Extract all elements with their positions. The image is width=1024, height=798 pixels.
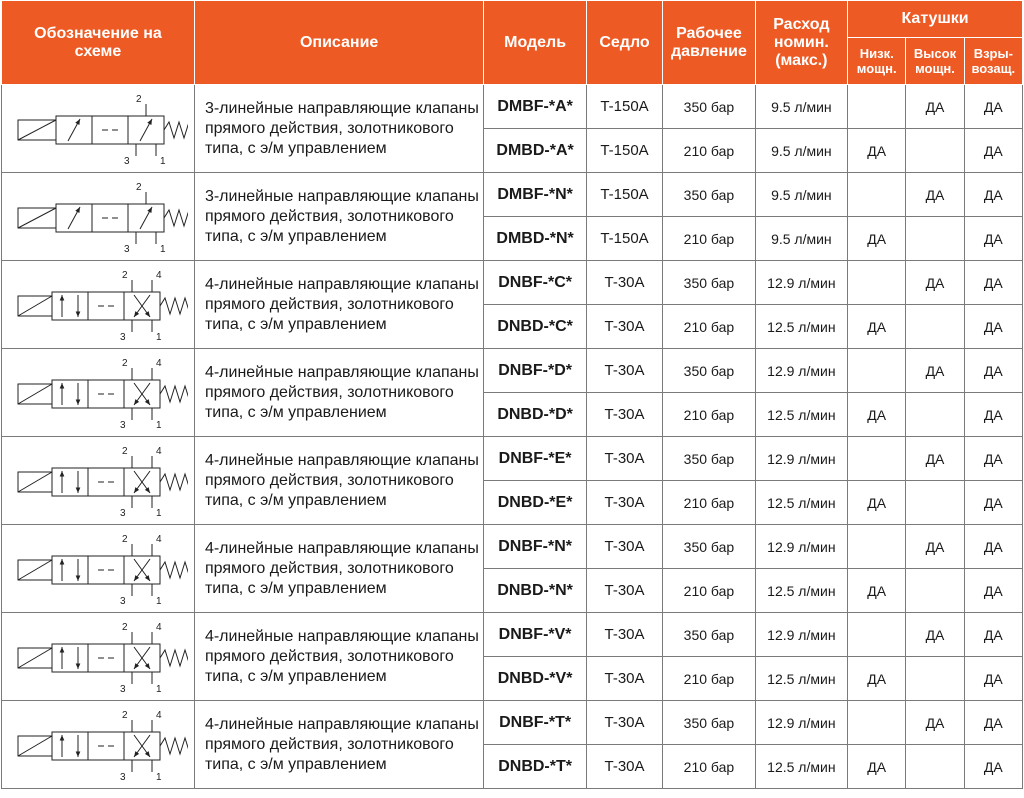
coil-high-value: ДА xyxy=(906,349,964,393)
valve-description: 3-линейные направляющие клапаны прямого действия, золотникового типа, с э/м управлением xyxy=(194,173,483,261)
coil-ex-value: ДА xyxy=(964,173,1022,217)
seat-value: T-30A xyxy=(586,305,662,349)
coil-low-value xyxy=(848,261,906,305)
pressure-value: 350 бар xyxy=(663,261,755,305)
flow-value: 12.5 л/мин xyxy=(755,393,847,437)
svg-text:3: 3 xyxy=(119,771,126,783)
flow-value: 12.9 л/мин xyxy=(755,349,847,393)
pressure-value: 210 бар xyxy=(663,745,755,789)
valve-symbol-icon xyxy=(8,614,188,700)
pressure-value: 350 бар xyxy=(663,85,755,129)
pressure-value: 210 бар xyxy=(663,217,755,261)
coil-high-value xyxy=(906,481,964,525)
svg-text:3: 3 xyxy=(123,243,130,255)
valve-symbol-cell xyxy=(2,701,195,789)
pressure-value: 210 бар xyxy=(663,305,755,349)
header-coils: Катушки xyxy=(848,1,1023,38)
svg-text:1: 1 xyxy=(155,331,162,343)
coil-low-value: ДА xyxy=(848,393,906,437)
seat-value: T-150A xyxy=(586,129,662,173)
pressure-value: 350 бар xyxy=(663,349,755,393)
pressure-value: 350 бар xyxy=(663,437,755,481)
flow-value: 9.5 л/мин xyxy=(755,129,847,173)
coil-low-value: ДА xyxy=(848,745,906,789)
coil-low-value xyxy=(848,85,906,129)
table-row xyxy=(2,437,1023,481)
valve-symbol-icon xyxy=(8,526,188,612)
seat-value: T-30A xyxy=(586,745,662,789)
svg-text:1: 1 xyxy=(159,243,166,255)
seat-value: T-30A xyxy=(586,613,662,657)
svg-text:3: 3 xyxy=(123,155,130,167)
svg-text:1: 1 xyxy=(155,683,162,695)
seat-value: T-150A xyxy=(586,173,662,217)
coil-ex-value: ДА xyxy=(964,349,1022,393)
coil-low-value xyxy=(848,349,906,393)
svg-text:3: 3 xyxy=(119,595,126,607)
flow-value: 12.9 л/мин xyxy=(755,613,847,657)
svg-text:3: 3 xyxy=(119,507,126,519)
valve-symbol-icon xyxy=(8,262,188,348)
table-row xyxy=(2,173,1023,217)
seat-value: T-30A xyxy=(586,569,662,613)
coil-high-value: ДА xyxy=(906,701,964,745)
header-description: Описание xyxy=(194,1,483,85)
model-code: DNBD-*E* xyxy=(484,481,587,525)
coil-ex-value: ДА xyxy=(964,305,1022,349)
table-row xyxy=(2,525,1023,569)
coil-high-value: ДА xyxy=(906,85,964,129)
svg-text:4: 4 xyxy=(155,709,162,721)
seat-value: T-30A xyxy=(586,701,662,745)
coil-high-value xyxy=(906,217,964,261)
seat-value: T-30A xyxy=(586,481,662,525)
seat-value: T-30A xyxy=(586,393,662,437)
valve-symbol-icon xyxy=(8,86,188,172)
svg-text:2: 2 xyxy=(135,93,142,105)
valve-description: 3-линейные направляющие клапаны прямого действия, золотникового типа, с э/м управлением xyxy=(194,85,483,173)
flow-value: 9.5 л/мин xyxy=(755,173,847,217)
svg-text:4: 4 xyxy=(155,269,162,281)
seat-value: T-150A xyxy=(586,217,662,261)
svg-text:1: 1 xyxy=(155,771,162,783)
model-code: DMBF-*N* xyxy=(484,173,587,217)
valve-symbol-cell xyxy=(2,85,195,173)
coil-ex-value: ДА xyxy=(964,129,1022,173)
table-header xyxy=(2,1,1023,85)
svg-text:2: 2 xyxy=(121,269,128,281)
svg-text:1: 1 xyxy=(159,155,166,167)
valve-description: 4-линейные направляющие клапаны прямого действия, золотникового типа, с э/м управлением xyxy=(194,261,483,349)
coil-high-value xyxy=(906,129,964,173)
seat-value: T-150A xyxy=(586,85,662,129)
coil-high-value: ДА xyxy=(906,437,964,481)
seat-value: T-30A xyxy=(586,261,662,305)
seat-value: T-30A xyxy=(586,657,662,701)
pressure-value: 210 бар xyxy=(663,481,755,525)
coil-high-value: ДА xyxy=(906,261,964,305)
coil-low-value: ДА xyxy=(848,569,906,613)
flow-value: 9.5 л/мин xyxy=(755,85,847,129)
pressure-value: 350 бар xyxy=(663,613,755,657)
pressure-value: 350 бар xyxy=(663,173,755,217)
model-code: DNBF-*V* xyxy=(484,613,587,657)
model-code: DMBD-*A* xyxy=(484,129,587,173)
flow-value: 9.5 л/мин xyxy=(755,217,847,261)
coil-ex-value: ДА xyxy=(964,613,1022,657)
pressure-value: 210 бар xyxy=(663,129,755,173)
coil-low-value: ДА xyxy=(848,657,906,701)
coil-high-value xyxy=(906,569,964,613)
svg-text:4: 4 xyxy=(155,621,162,633)
coil-high-value: ДА xyxy=(906,525,964,569)
seat-value: T-30A xyxy=(586,437,662,481)
valve-symbol-icon xyxy=(8,438,188,524)
svg-text:4: 4 xyxy=(155,533,162,545)
valve-description: 4-линейные направляющие клапаны прямого действия, золотникового типа, с э/м управлением xyxy=(194,613,483,701)
header-coil-low: Низк. мощн. xyxy=(848,38,906,85)
pressure-value: 210 бар xyxy=(663,569,755,613)
flow-value: 12.5 л/мин xyxy=(755,569,847,613)
flow-value: 12.9 л/мин xyxy=(755,261,847,305)
model-code: DMBD-*N* xyxy=(484,217,587,261)
svg-text:3: 3 xyxy=(119,331,126,343)
svg-text:2: 2 xyxy=(121,621,128,633)
coil-high-value xyxy=(906,393,964,437)
coil-low-value xyxy=(848,525,906,569)
model-code: DNBF-*D* xyxy=(484,349,587,393)
seat-value: T-30A xyxy=(586,525,662,569)
coil-ex-value: ДА xyxy=(964,569,1022,613)
table-row xyxy=(2,349,1023,393)
coil-ex-value: ДА xyxy=(964,393,1022,437)
header-coil-ex: Взры- возащ. xyxy=(964,38,1022,85)
model-code: DNBD-*V* xyxy=(484,657,587,701)
coil-ex-value: ДА xyxy=(964,701,1022,745)
header-seat: Седло xyxy=(586,1,662,85)
table-row xyxy=(2,85,1023,129)
seat-value: T-30A xyxy=(586,349,662,393)
coil-high-value xyxy=(906,305,964,349)
pressure-value: 210 бар xyxy=(663,393,755,437)
header-model: Модель xyxy=(484,1,587,85)
valve-symbol-icon xyxy=(8,702,188,788)
header-coil-high: Высок мощн. xyxy=(906,38,964,85)
valve-description: 4-линейные направляющие клапаны прямого действия, золотникового типа, с э/м управлением xyxy=(194,437,483,525)
valve-description: 4-линейные направляющие клапаны прямого действия, золотникового типа, с э/м управлением xyxy=(194,525,483,613)
svg-text:4: 4 xyxy=(155,445,162,457)
flow-value: 12.5 л/мин xyxy=(755,305,847,349)
valve-symbol-icon xyxy=(8,350,188,436)
svg-text:2: 2 xyxy=(121,533,128,545)
valve-symbol-cell xyxy=(2,525,195,613)
coil-low-value: ДА xyxy=(848,305,906,349)
coil-high-value: ДА xyxy=(906,173,964,217)
svg-text:1: 1 xyxy=(155,595,162,607)
svg-text:4: 4 xyxy=(155,357,162,369)
svg-text:1: 1 xyxy=(155,507,162,519)
coil-low-value: ДА xyxy=(848,217,906,261)
pressure-value: 350 бар xyxy=(663,525,755,569)
flow-value: 12.9 л/мин xyxy=(755,701,847,745)
valve-symbol-cell xyxy=(2,613,195,701)
coil-high-value: ДА xyxy=(906,613,964,657)
svg-text:2: 2 xyxy=(121,709,128,721)
header-pressure: Рабочее давление xyxy=(663,1,755,85)
table-body xyxy=(2,85,1023,789)
pressure-value: 210 бар xyxy=(663,657,755,701)
svg-text:1: 1 xyxy=(155,419,162,431)
coil-ex-value: ДА xyxy=(964,525,1022,569)
table-row xyxy=(2,261,1023,305)
coil-ex-value: ДА xyxy=(964,437,1022,481)
table-row xyxy=(2,701,1023,745)
coil-ex-value: ДА xyxy=(964,85,1022,129)
header-flow: Расход номин. (макс.) xyxy=(755,1,847,85)
flow-value: 12.9 л/мин xyxy=(755,525,847,569)
coil-low-value xyxy=(848,701,906,745)
model-code: DNBD-*C* xyxy=(484,305,587,349)
valve-description: 4-линейные направляющие клапаны прямого действия, золотникового типа, с э/м управлением xyxy=(194,701,483,789)
valve-spec-table xyxy=(1,0,1023,789)
flow-value: 12.5 л/мин xyxy=(755,657,847,701)
model-code: DNBD-*T* xyxy=(484,745,587,789)
coil-low-value: ДА xyxy=(848,129,906,173)
coil-low-value xyxy=(848,613,906,657)
svg-text:2: 2 xyxy=(121,357,128,369)
coil-low-value xyxy=(848,437,906,481)
coil-ex-value: ДА xyxy=(964,657,1022,701)
svg-text:2: 2 xyxy=(135,181,142,193)
svg-text:2: 2 xyxy=(121,445,128,457)
table-row xyxy=(2,613,1023,657)
model-code: DNBD-*D* xyxy=(484,393,587,437)
header-symbol: Обозначение на схеме xyxy=(2,1,195,85)
coil-ex-value: ДА xyxy=(964,481,1022,525)
model-code: DMBF-*A* xyxy=(484,85,587,129)
valve-symbol-cell xyxy=(2,349,195,437)
flow-value: 12.9 л/мин xyxy=(755,437,847,481)
valve-description: 4-линейные направляющие клапаны прямого действия, золотникового типа, с э/м управлением xyxy=(194,349,483,437)
coil-low-value xyxy=(848,173,906,217)
model-code: DNBD-*N* xyxy=(484,569,587,613)
pressure-value: 350 бар xyxy=(663,701,755,745)
flow-value: 12.5 л/мин xyxy=(755,745,847,789)
svg-text:3: 3 xyxy=(119,419,126,431)
valve-symbol-cell xyxy=(2,437,195,525)
flow-value: 12.5 л/мин xyxy=(755,481,847,525)
model-code: DNBF-*N* xyxy=(484,525,587,569)
model-code: DNBF-*C* xyxy=(484,261,587,305)
coil-ex-value: ДА xyxy=(964,745,1022,789)
valve-symbol-cell xyxy=(2,173,195,261)
coil-high-value xyxy=(906,657,964,701)
coil-ex-value: ДА xyxy=(964,217,1022,261)
coil-ex-value: ДА xyxy=(964,261,1022,305)
valve-symbol-icon xyxy=(8,174,188,260)
valve-symbol-cell xyxy=(2,261,195,349)
model-code: DNBF-*T* xyxy=(484,701,587,745)
model-code: DNBF-*E* xyxy=(484,437,587,481)
coil-high-value xyxy=(906,745,964,789)
coil-low-value: ДА xyxy=(848,481,906,525)
svg-text:3: 3 xyxy=(119,683,126,695)
